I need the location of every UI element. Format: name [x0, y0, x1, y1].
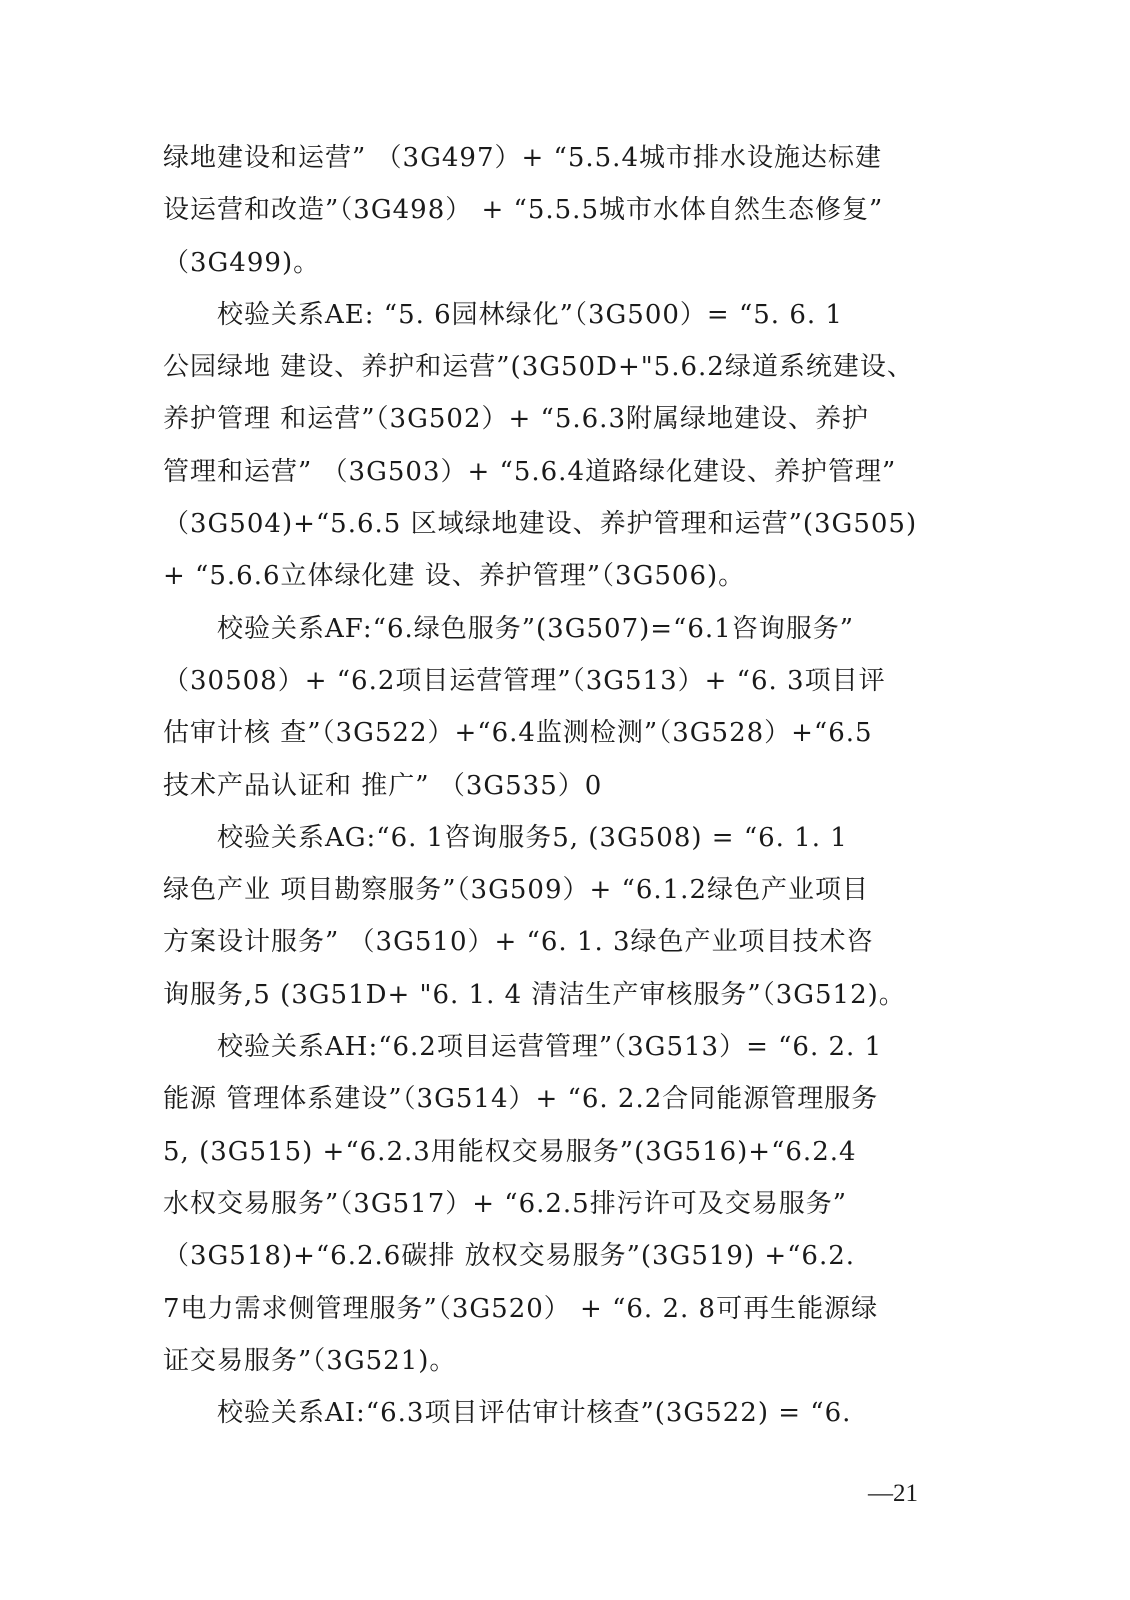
body-text	[163, 132, 973, 1439]
text-line: 方案设计服务” （3G510）+ “6. 1. 3绿色产业项目技术咨	[163, 927, 874, 958]
text-line: 绿地建设和运营” （3G497）+ “5.5.4城市排水设施达标建	[163, 143, 882, 173]
text-line: 校验关系AF:“6.绿色服务”(3G507)=“6.1咨询服务”	[217, 613, 854, 644]
text-line: 养护管理 和运营”（3G502）+ “5.6.3附属绿地建设、养护	[163, 404, 869, 435]
text-line: 证交易服务”（3G521)。	[163, 1345, 457, 1376]
text-line: （3G518)+“6.2.6碳排 放权交易服务”(3G519) +“6.2.	[163, 1241, 856, 1272]
text-line: + “5.6.6立体绿化建 设、养护管理”（3G506)。	[163, 561, 746, 592]
text-line: 估审计核 查”（3G522）+“6.4监测检测”（3G528）+“6.5	[163, 718, 873, 749]
text-line: （30508）+ “6.2项目运营管理”（3G513）+ “6. 3项目评	[163, 665, 886, 696]
text-line: （3G499)。	[163, 247, 321, 278]
text-line: 校验关系AG:“6. 1咨询服务5, (3G508) = “6. 1. 1	[217, 822, 848, 853]
text-line: 校验关系AI:“6.3项目评估审计核查”(3G522) = “6.	[217, 1398, 852, 1429]
text-line: 5, (3G515) +“6.2.3用能权交易服务”(3G516)+“6.2.4	[163, 1136, 857, 1167]
text-line: 7电力需求侧管理服务”（3G520） + “6. 2. 8可再生能源绿	[163, 1293, 879, 1324]
text-line: 水权交易服务”（3G517）+ “6.2.5排污许可及交易服务”	[163, 1188, 848, 1219]
page-number: —21	[868, 1480, 918, 1507]
text-line: 公园绿地 建设、养护和运营”(3G50D+"5.6.2绿道系统建设、	[163, 352, 914, 383]
text-line: 能源 管理体系建设”（3G514）+ “6. 2.2合同能源管理服务	[163, 1084, 879, 1115]
text-line: 管理和运营” （3G503）+ “5.6.4道路绿化建设、养护管理”	[163, 456, 897, 487]
text-line: 校验关系AH:“6.2项目运营管理”（3G513）= “6. 2. 1	[217, 1032, 883, 1063]
text-line: 技术产品认证和 推广” （3G535）0	[163, 770, 603, 801]
text-line: 询服务,5 (3G51D+ "6. 1. 4 清洁生产审核服务”（3G512)。	[163, 979, 906, 1010]
text-line: 设运营和改造”（3G498） + “5.5.5城市水体自然生态修复”	[163, 195, 884, 226]
text-line: 校验关系AE: “5. 6园林绿化”（3G500）= “5. 6. 1	[217, 299, 843, 330]
text-line: （3G504)+“5.6.5 区域绿地建设、养护管理和运营”(3G505)	[163, 509, 918, 540]
text-line: 绿色产业 项目勘察服务”（3G509）+ “6.1.2绿色产业项目	[163, 875, 869, 906]
